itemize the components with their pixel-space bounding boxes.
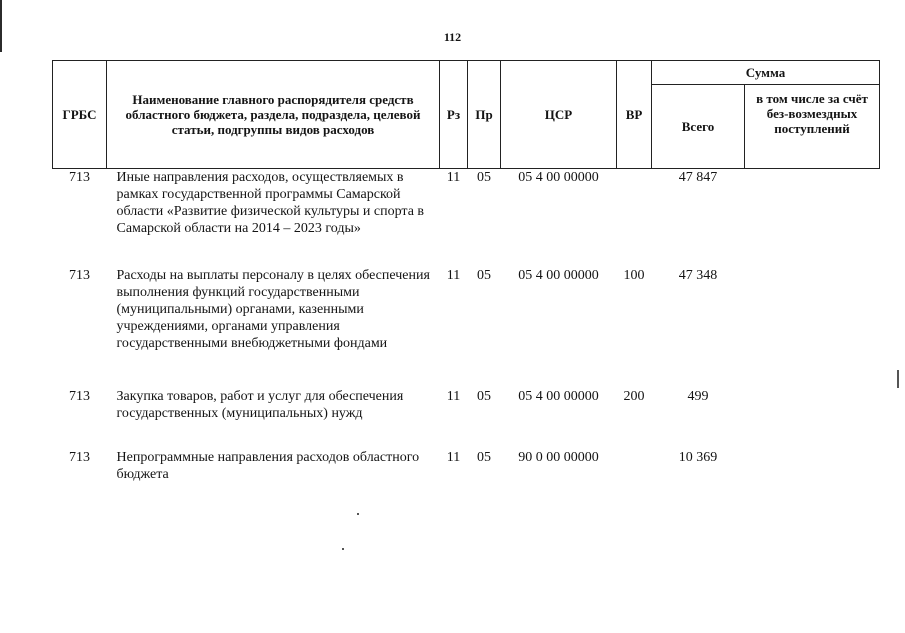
cell-free [745,267,880,388]
cell-free [745,388,880,449]
cell-rz: 11 [446,450,461,465]
table-row [53,388,880,449]
header-vr: ВР [617,61,652,169]
cell-name: Расходы на выплаты персоналу в целях обеспечения выполнения функций государственными (муниципальными) органами, казенными учреждениями, органами управления государственными внебюджетными фондами [116,268,430,351]
header-summa: Сумма [652,61,880,85]
budget-table [52,60,880,489]
cell-csr: 05 4 00 00000 [518,170,599,185]
cell-total: 47 847 [678,170,718,185]
header-name: Наименование главного распорядителя средств областного бюджета, раздела, подраздела, целевой статьи, подгруппы видов расходов [107,61,440,169]
cell-vr: 100 [623,268,645,283]
cell-vr: 200 [623,389,645,404]
header-rz: Рз [440,61,468,169]
cell-total: 499 [687,389,709,404]
cell-grbs: 713 [69,268,90,283]
cell-rz: 11 [446,268,461,283]
cell-total: 47 348 [678,268,718,283]
cell-free [745,169,880,268]
table-body [53,169,880,490]
cell-csr: 90 0 00 00000 [518,450,599,465]
table-row [53,169,880,268]
cell-grbs: 713 [69,170,90,185]
cell-pr: 05 [477,389,491,404]
cell-rz: 11 [446,170,461,185]
scan-speck [357,513,359,515]
table-row [53,449,880,489]
cell-vr [617,169,652,268]
cell-grbs: 713 [69,450,90,465]
header-csr: ЦСР [501,61,617,169]
cell-total: 10 369 [678,450,718,465]
cell-rz: 11 [446,389,461,404]
cell-pr: 05 [477,450,491,465]
header-free: в том числе за счёт без-возмездных поступлений [745,85,880,169]
cell-pr: 05 [477,170,491,185]
table-row [53,267,880,388]
table-header [53,61,880,169]
cell-pr: 05 [477,268,491,283]
cell-name: Закупка товаров, работ и услуг для обеспечения государственных (муниципальных) нужд [116,389,404,421]
cell-csr: 05 4 00 00000 [518,389,599,404]
cell-grbs: 713 [69,389,90,404]
page-number: 112 [443,30,462,44]
header-total: Всего [652,85,745,169]
header-grbs: ГРБС [53,61,107,169]
scan-speck [342,548,344,550]
cell-vr [617,449,652,489]
cell-csr: 05 4 00 00000 [518,268,599,283]
cell-free [745,449,880,489]
scan-edge-mark [897,370,899,388]
header-pr: Пр [468,61,501,169]
cell-name: Непрограммные направления расходов областного бюджета [116,450,420,482]
cell-name: Иные направления расходов, осуществляемых в рамках государственной программы Самарской области «Развитие физической культуры и спорта в Самарской области на 2014 – 2023 годы» [116,170,425,236]
